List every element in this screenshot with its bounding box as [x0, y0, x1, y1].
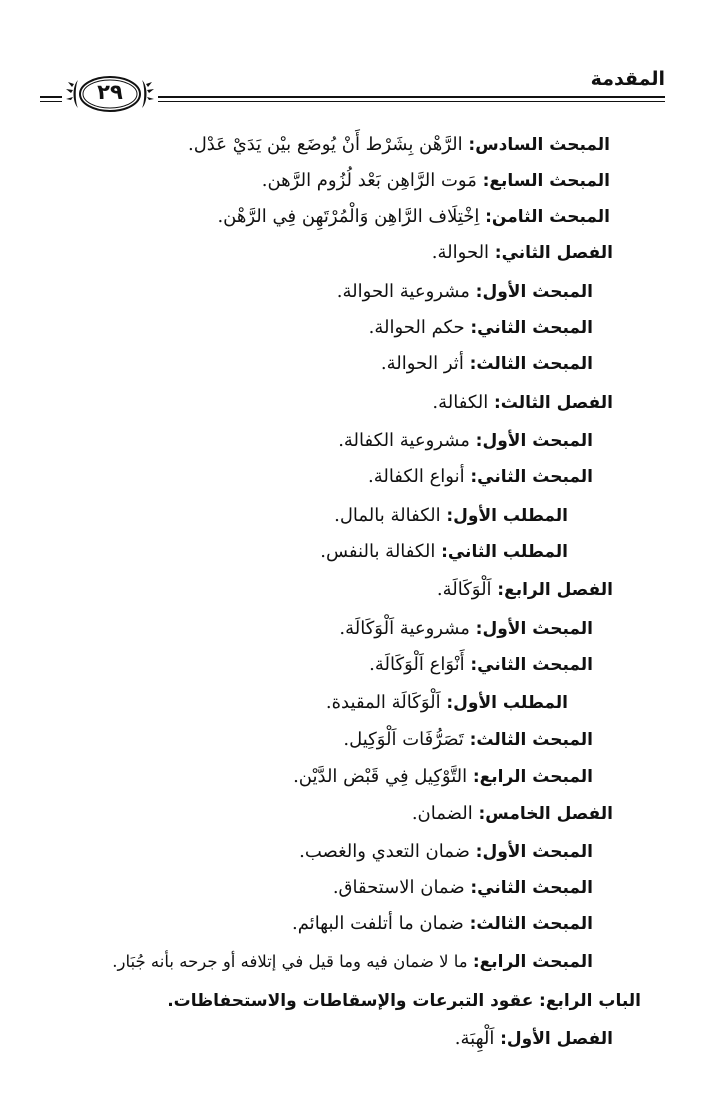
- toc-entry-label: المبحث الثاني:: [470, 655, 593, 675]
- running-header-title: المقدمة: [590, 68, 665, 90]
- toc-entry-part: [167, 984, 641, 1018]
- toc-entry-text: الرَّهْن بِشَرْط أَنْ يُوضَع بيْن يَدَيْ عَدْل.: [188, 134, 463, 155]
- toc-entry-text: اَلْوَكَالَة.: [436, 579, 492, 600]
- toc-entry: [299, 835, 593, 869]
- toc-entry-label: المبحث الثالث:: [469, 354, 593, 374]
- toc-entry-label: المبحث الثامن:: [485, 207, 610, 227]
- toc-entry: [432, 386, 613, 420]
- toc-entry-text: ضمان التعدي والغصب.: [299, 841, 470, 862]
- toc-entry: [432, 236, 613, 270]
- toc-entry: [412, 797, 613, 831]
- toc-entry: [339, 612, 593, 646]
- toc-entry-label: المبحث الأول:: [475, 842, 593, 862]
- toc-entry-text: أَنْوَاع اَلْوَكَالَة.: [369, 654, 465, 675]
- toc-entry-text: أنواع الكفالة.: [367, 466, 465, 487]
- toc-entry-label: المبحث الأول:: [475, 619, 593, 639]
- toc-entry-label: المطلب الأول:: [446, 506, 568, 526]
- toc-entry: [262, 164, 610, 198]
- toc-entry-text: حكم الحوالة.: [368, 317, 465, 338]
- toc-entry-label: الباب الرابع:: [539, 991, 641, 1011]
- toc-entry-label: الفصل الرابع:: [497, 580, 613, 600]
- toc-entry: [437, 573, 613, 607]
- toc-entry: [217, 200, 610, 234]
- toc-entry-text: عقود التبرعات والإسقاطات والاستحفاظات.: [167, 991, 534, 1011]
- toc-entry-label: المبحث الثاني:: [470, 318, 593, 338]
- toc-entry-text: الحوالة.: [431, 242, 490, 263]
- toc-entry: [368, 460, 593, 494]
- toc-entry-label: المطلب الثاني:: [441, 542, 568, 562]
- toc-entry: [292, 907, 593, 941]
- toc-entry-text: مَوت الرَّاهِن بَعْد لُزُوم الرَّهن.: [261, 170, 477, 191]
- toc-entry-text: مشروعية الحوالة.: [336, 281, 470, 302]
- toc-entry-label: المبحث الرابع:: [472, 952, 593, 972]
- toc-entry-text: اَلْهِبَة.: [454, 1028, 495, 1049]
- toc-entry: [320, 535, 568, 569]
- toc-entry-text: ما لا ضمان فيه وما قيل في إتلافه أو جرحه بأنه جُبَار.: [112, 952, 468, 971]
- toc-entry-label: المطلب الأول:: [446, 693, 568, 713]
- toc-entry: [369, 311, 593, 345]
- toc-entry: [293, 760, 593, 794]
- toc-entry-text: التَّوْكِيل فِي قَبْض الدَّيْن.: [293, 766, 468, 787]
- toc-entry: [455, 1022, 613, 1056]
- toc-entry-text: ضمان الاستحقاق.: [332, 877, 465, 898]
- toc-entry: [337, 275, 593, 309]
- toc-entry-label: الفصل الثالث:: [494, 393, 613, 413]
- toc-entry-text: الكفالة بالنفس.: [320, 541, 436, 562]
- toc-entry-label: المبحث الأول:: [475, 431, 593, 451]
- toc-entry-text: ضمان ما أتلفت البهائم.: [291, 913, 464, 934]
- toc-entry-label: المبحث السادس:: [468, 135, 610, 155]
- toc-entry: [381, 347, 593, 381]
- toc-entry-text: مشروعية اَلْوَكَالَة.: [339, 618, 470, 639]
- toc-entry-label: المبحث الأول:: [475, 282, 593, 302]
- toc-entry: [334, 499, 568, 533]
- toc-entry-label: المبحث الرابع:: [472, 767, 593, 787]
- toc-entry: [333, 871, 593, 905]
- toc-entry-text: اِخْتِلَاف الرَّاهِن وَالْمُرْتَهِن فِي الرَّهْن.: [217, 206, 480, 227]
- toc-entry: [326, 686, 568, 720]
- toc-entry-label: الفصل الثاني:: [494, 243, 613, 263]
- toc-entry: [338, 424, 593, 458]
- toc-entry-text: اَلْوَكَالَة المقيدة.: [325, 692, 441, 713]
- toc-entry-label: المبحث الثالث:: [469, 730, 593, 750]
- toc-entry-label: المبحث الثاني:: [470, 878, 593, 898]
- toc-entry: [188, 128, 610, 162]
- toc-entry: [369, 648, 593, 682]
- toc-entry: [343, 723, 593, 757]
- toc-entry-label: الفصل الأول:: [500, 1029, 613, 1049]
- toc-entry-label: المبحث الثاني:: [470, 467, 593, 487]
- toc-entry-text: أثر الحوالة.: [380, 353, 464, 374]
- toc-entry-label: المبحث الثالث:: [469, 914, 593, 934]
- page-number: ٢٩: [97, 80, 123, 104]
- toc-entry-text: تَصَرُّفَات اَلْوَكِيل.: [343, 729, 464, 750]
- toc-entry-text: الكفالة بالمال.: [334, 505, 441, 526]
- toc-entry-text: الضمان.: [411, 803, 473, 824]
- toc-entry-label: الفصل الخامس:: [478, 804, 613, 824]
- toc-entry-text: مشروعية الكفالة.: [338, 430, 470, 451]
- toc-entry-text: الكفالة.: [432, 392, 489, 413]
- toc-entry: [112, 945, 593, 979]
- toc-entry-label: المبحث السابع:: [482, 171, 610, 191]
